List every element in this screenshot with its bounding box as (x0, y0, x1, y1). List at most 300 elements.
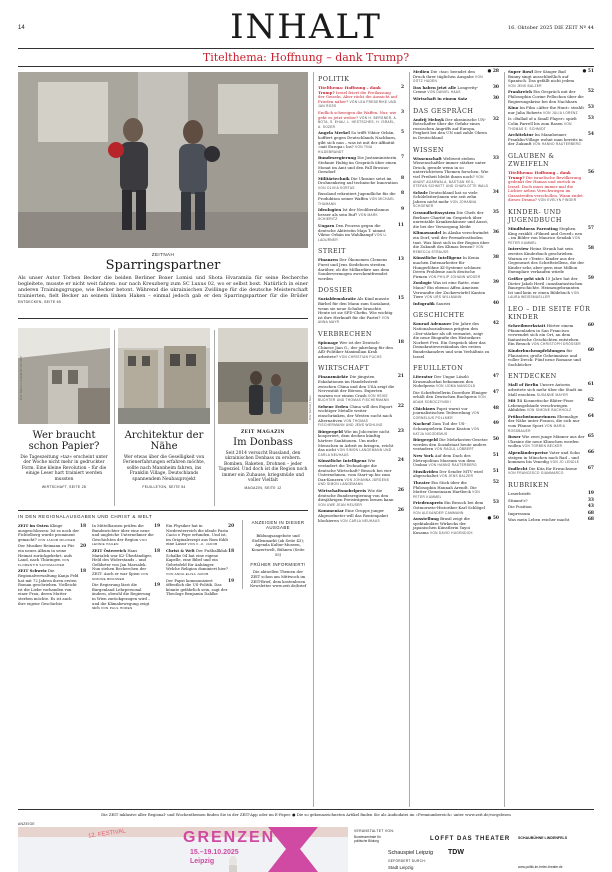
toc-entry-description: Longevity-Creme (413, 84, 479, 95)
teaser-divider-1 (114, 330, 115, 506)
toc-entry-topic: Titelthema: Hoffnung – dank Trump? (508, 169, 571, 180)
toc-entry[interactable] (413, 481, 499, 499)
toc-entry-topic: Sebene Erden (318, 403, 349, 409)
toc-page-number: 23 (397, 428, 404, 434)
toc-entry-author: VON H. BERGNER, A. BOTA, S. EHAU, L. HESTSCHES, H. ISRAEL, A. SOZER (318, 115, 398, 129)
toc-page-number: 51 (492, 468, 499, 474)
toc-entry-author: VON MARIA ROSSBAUER (508, 424, 565, 433)
toc-page-number: 13 (397, 257, 404, 263)
footer-rule (18, 809, 594, 810)
toc-entry-topic: Musikvideo (413, 468, 439, 474)
regional-item: ZEIT Österreich Hans Marialek war K2-Überländiger, Held des Widerstands – und Gefährter von Jan Marsalek. Nun stehen Recherchen der ZEIT: Auch er war Spion VON SIMONE BRUNNER 18 (92, 547, 160, 581)
toc-page-number: 7 (400, 155, 404, 161)
toc-entry-description: Ehemalige der Nähe unter Fraucn, die sich nur vom Pfanne Sport (508, 413, 580, 429)
toc-entry[interactable] (413, 501, 499, 515)
toc-entry-text (318, 459, 398, 487)
toc-page-number: 56 (587, 169, 594, 175)
toc-entry[interactable] (413, 231, 499, 254)
donbass-photo-credit: Foto: Bertold J. Beer (309, 395, 312, 420)
sponsor-schauspiel: Schauspiel Leipzig (388, 850, 433, 856)
newsletter-text: Die aktuellen Themen der ZEIT schon am Mittwoch im ZEIT-Brief, dem kostenlosen Newsletter www.zeit.de/brief (249, 569, 307, 589)
toc-page-number: 2 (400, 85, 404, 90)
teaser-architecture-title: Architektur der Nähe (124, 430, 204, 452)
toc-entry-author: VON RAOUL LÖBBERT (434, 447, 475, 452)
toc-entry-text (413, 302, 493, 307)
toc-entry-topic: Infografik (413, 300, 435, 306)
toc-entry-text (413, 438, 493, 452)
toc-entry-text (318, 177, 401, 191)
toc-entry-topic: Das haben jetzt alle (413, 84, 457, 90)
regional-item: Der Musiker Reimann zu Für ein neues Album in seine Heimat zurückgekehrt, aufs Land, nach Thüringen VON FLORENTIN SCHUMACHER 20 (18, 543, 86, 567)
toc-entry[interactable] (318, 192, 404, 206)
toc-entry-text (508, 451, 588, 465)
toc-entry[interactable] (508, 415, 594, 433)
toc-entry-author: VON U. LADURNER (318, 233, 388, 242)
toc-entry-text (508, 324, 588, 347)
regional-item: Die Regierung lässt die Burgenland Lehrpersonal ändern, obwohl die Regierung in Wien zurückgezogen wird – und die Klimabewegung zeigt sich VON PAUL HOREN 19 (92, 582, 160, 611)
toc-entry-topic: Architektur (508, 132, 534, 138)
toc-entry-description: Als Kind musste Bärbel für den Mann zum Sozialamt, wenn sie neue Schuhe brauchte. Heute ist sie SPD-Chefin. Wie wichtig ist ihre Herkunft für die Partei? (318, 296, 393, 320)
toc-entry[interactable] (508, 133, 594, 147)
toc-entry-description: Auf dem Dach des Metropolitan Museum von dem Umbau (413, 453, 475, 468)
teaser-donbass-title: Im Donbass (233, 437, 293, 448)
toc-entry-description: Der Sänger Bad Bunny singt ausschließlich auf Spanisch. Das gefällt nicht jedem (508, 69, 575, 84)
sponsor-stadt-leipzig: Stadt Leipzig (388, 865, 414, 870)
toc-page-number: 60 (587, 347, 594, 353)
toc-entry-topic: Schule (413, 189, 428, 195)
toc-entry-text (508, 70, 583, 88)
toc-entry[interactable] (413, 391, 499, 405)
lead-kicker: ZEITNAH (151, 252, 175, 257)
toc-entry-topic: Literatur (413, 374, 433, 380)
toc-entry-text (508, 399, 588, 413)
toc-entry-topic: Wirtschaft in einem Satz (413, 95, 468, 101)
toc-entry[interactable] (318, 509, 404, 523)
toc-entry-text (508, 415, 588, 433)
toc-entry[interactable] (508, 349, 594, 367)
teaser-taz-text: Die Tageszeitung »taz« erscheint unter der Woche nicht mehr in gedruckter Form. Eine kleine Revolution – für die einige Leser hart trainiert werden mussten (20, 455, 108, 482)
toc-entry-topic: Angela Merkel (318, 130, 350, 136)
toc-entry[interactable] (508, 435, 594, 449)
toc-entry-author: VON LEA FREDERIKE UND JAN ROSS (318, 99, 397, 109)
toc-entry-text (508, 117, 588, 131)
toc-entry-topic: Finanzmärkte (318, 374, 349, 380)
toc-entry-description: Wie die deutsche Bundesregierung von den diesjährigen Preisträgern lernen kann (318, 487, 394, 503)
toc-entry-text (413, 517, 488, 535)
toc-section-heading: WIRTSCHAFT (318, 364, 370, 373)
regional-rule (18, 510, 308, 511)
toc-entry-topic: Boxer (508, 434, 521, 440)
toc-entry[interactable] (508, 324, 594, 347)
toc-section-heading: DAS GESPRÄCH (413, 106, 474, 115)
toc-entry[interactable] (508, 171, 594, 203)
toc-entry-text (318, 489, 398, 507)
sponsor-panel (348, 827, 594, 872)
toc-entry[interactable] (413, 256, 499, 279)
toc-entry-author: VON JOHANNA JÜRGENS UND SIMON LANGEMANN (318, 477, 390, 487)
toc-divider-mid (409, 72, 410, 807)
issue-date: 16. Oktober 2025 DIE ZEIT Nº 44 (507, 25, 594, 31)
toc-entry-text (508, 518, 588, 523)
toc-entry[interactable] (508, 117, 594, 131)
toc-page-number: 52 (492, 479, 499, 485)
toc-entry[interactable] (318, 430, 404, 458)
toc-entry-description: Hörter einem Pfannenladen in San Francisco verwendet sich ein Ort, an dem fantastische Geschichten entstehen. Ein Besuch (508, 322, 580, 347)
regional-heading: IN DEN REGIONALAUSGABEN UND CHRIST & WELT (18, 514, 153, 519)
toc-entry[interactable] (413, 191, 499, 209)
toc-page-number: 53 (587, 105, 594, 111)
toc-entry[interactable] (413, 118, 499, 141)
toc-entry-topic: Künstliche Intelligenz (413, 255, 462, 261)
toc-entry[interactable] (413, 86, 499, 95)
lead-ref: ENTDECKEN, SEITE 65 (18, 299, 62, 304)
toc-entry[interactable] (318, 208, 404, 222)
toc-entry-text (413, 375, 493, 389)
toc-entry-author: VON IJOMA MANGOLD (435, 384, 476, 389)
toc-entry[interactable] (318, 177, 404, 191)
toc-section-heading: GESCHICHTE (413, 311, 465, 320)
toc-entry-description: Der Ökonomen Clemens Fuest und Jens Siedeborn streiten darüber, ob die Milliardäre aus dem Sondervermogen zweckentfremdet werden (318, 257, 390, 281)
toc-entry-text (508, 106, 588, 115)
toc-entry[interactable] (508, 70, 594, 88)
toc-entry[interactable] (508, 518, 594, 523)
toc-entry-description: Eine Gruppe junger Abgeordneter will das Rentenpaket blockieren (318, 508, 389, 523)
teaser-donbass-text: Seit 2014 versucht Russland, den ukrainischen Donbass zu erobern. Bomben, Raketen, Drohnen – jeder Tagesziel. Und doch ist die Region noch immer ein Zuhause, kriegsmüde und voller Vielfalt (218, 451, 308, 484)
toc-entry-author: VON JOHANNA SCHOENER (413, 199, 477, 209)
toc-entry-text (413, 454, 493, 468)
regional-item: ZEIT Schweiz Die Regionalverwaltung Kanja Feld hat mit 72 Jahren ihren ersten Roman geschrieben. Vielleicht ist die Liebe vorhanden von einer Frau, deren Mutter sterben möchte. Es ist auch ihre eigene Geschichte 18 (18, 568, 86, 606)
toc-section-heading: GLAUBEN & ZWEIFELN (508, 151, 555, 168)
toc-entry-description: Russland rekrutiert Jugendliche für die Produktion seiner Waffen (318, 191, 396, 202)
toc-entry-author: VON FRANCESCO GIAMMARCO (508, 471, 564, 476)
toc-section-heading: WISSEN (413, 145, 444, 154)
toc-entry-author: VON URS WILLMANN (424, 295, 462, 300)
toc-entry-text (413, 211, 493, 229)
toc-entry-author: VON EVELYN FINGER (538, 198, 577, 203)
toc-entry-author: VON JENS BALZER (439, 474, 474, 479)
toc-entry-topic: Frankreich (508, 89, 532, 95)
festival-city: Leipzig (190, 858, 215, 865)
toc-entry[interactable] (413, 454, 499, 468)
toc-entry[interactable] (413, 211, 499, 229)
toc-entry[interactable] (318, 297, 404, 325)
toc-entry-text (508, 499, 588, 504)
toc-entry-author: VON OLIVIA KORTAS (318, 185, 355, 190)
regional-col-2 (92, 524, 160, 613)
toc-entry[interactable] (508, 512, 594, 517)
toc-entry-description: China will den Export wichtiger Metalle weiter einschränken, der Westen sucht nach Alternativen (318, 403, 393, 423)
toc-entry-topic: Medien (413, 69, 430, 74)
toc-entry-author: VON SIMON LANGEMANN UND CARLA NEUHAUS (318, 448, 392, 457)
teaser-architecture (118, 430, 210, 489)
toc-entry-description: Wer ist der Deutsch-Chinese Jian G., der jahrelang für den AfD-Politiker Maximilian Krah arbeitete? (318, 339, 393, 359)
organizer-label: VERANSTALTET VON: (354, 829, 395, 833)
regional-item: Ein Physiker hat in Niedersterreich die ideale Pasta Cacio e Pepe erfunden. Und ist, im Originalrezept aus Rom fühlt eine Lasur VON K.-K. JAKOB 20 (166, 523, 234, 547)
toc-entry[interactable] (508, 492, 594, 497)
toc-page-number: 33 (492, 155, 499, 161)
toc-entry-description: Die Ukraine setzt im Drohnenkrieg auf technische Innovation (318, 175, 398, 186)
toc-page-number: 39 (492, 280, 499, 286)
toc-entry[interactable] (318, 489, 404, 507)
toc-entry[interactable] (508, 90, 594, 104)
toc-entry-topic: Spionage (318, 339, 339, 345)
festival-label: 12. FESTIVAL (87, 828, 127, 840)
toc-entry-author: VON PETER KUMMEL (413, 490, 480, 499)
toc-page-number: 53 (587, 116, 594, 122)
toc-entry[interactable] (318, 86, 404, 109)
toc-entry-topic: Titelthema: Hoffnung – dank Trump? (318, 85, 381, 95)
toc-entry-text (413, 70, 488, 84)
toc-page-number: 49 (492, 421, 499, 427)
toc-section-heading: DOSSIER (318, 286, 353, 295)
toc-entry-text (508, 90, 588, 104)
toc-entry-text (413, 97, 493, 102)
toc-entry-topic: Bürgergeld (413, 437, 438, 443)
toc-entry-author: VON PHILIP JOHANN WOGER (428, 274, 481, 279)
toc-entry-text (508, 512, 588, 517)
toc-entry-author: VON LAURA WEISSMUELLER (508, 290, 580, 300)
toc-page-number: 53 (492, 500, 499, 506)
toc-entry-author: VON JULIA LORENZ (542, 110, 578, 115)
toc-entry-text (318, 192, 401, 206)
toc-entry-text (508, 505, 588, 510)
toc-page-number: 50 (492, 437, 499, 443)
toc-entry-text (318, 297, 398, 325)
toc-entry-description: Die israelische Bevölkerung gedenkt der Hamas und zurück in Israel. Doch muss immer mal die Lichter neben Verschwiegen im Gazastreifen verschollen. Wann endet dieses Drama? (508, 174, 583, 203)
toc-page-number: 47 (492, 374, 499, 380)
page-number: 14 (18, 25, 25, 31)
toc-entry-description: Vater und Sohn steigen in München nach Rad – und kommen bis Venedig (508, 450, 580, 465)
toc-entry-description: Leserbriefe (508, 491, 531, 496)
festival-dates: 15.–19.10.2025 (190, 849, 239, 856)
toc-entry[interactable] (508, 499, 594, 504)
toc-entry[interactable] (508, 227, 594, 245)
toc-page-number: 62 (587, 398, 594, 404)
toc-entry-topic: Zoologie (413, 280, 432, 286)
toc-page-number: 54 (587, 132, 594, 138)
toc-entry[interactable] (413, 407, 499, 421)
teaser-donbass (218, 430, 308, 490)
toc-entry-topic: Wissenschaft (413, 155, 442, 161)
toc-entry-author: VON PETER KUMMEL (508, 236, 581, 245)
toc-entry-description: Papst warnt vor journalistischen Teilwerdung (413, 405, 471, 416)
regional-item: Der Papst kommuniziert öffentlich die US-Politik. Das könnte gefährlich sein, sagt der Theologe Benjamin Dahlke 19 (166, 577, 234, 597)
toc-entry-text (318, 111, 401, 129)
toc-entry-description: Ein Gespräch mit der Philosophin Corine Pelluchon über die Regierungskrise bei den Nachbarn (508, 89, 584, 104)
regional-item: Christ & Welt Der Fußballklub Schalke 04 hat eine eigene Kapelle, eine Bibel und ein Gebetsfeld für Anhänger. Welche Religion dominiert hier? VON ANNA-ELISA JAKOB 18 (166, 547, 234, 576)
toc-divider-left (313, 72, 314, 807)
toc-page-number: 42 (492, 321, 499, 327)
toc-entry-text (413, 157, 493, 189)
toc-entry-author: VON ADAM SOBOCZYNSKI (413, 395, 486, 405)
toc-entry-description: Die Chefs der Berliner Charité im Gespräch über unrentable Krankenhäuser und Ausst, die bei der Versorgung bleibt (413, 210, 489, 229)
toc-entry-description: Is »Ballad of a Small Player« spielt Colin Farrell bis zum Rasen (508, 116, 577, 126)
toc-entry[interactable] (413, 438, 499, 452)
toc-entry-text (508, 349, 588, 367)
toc-entry-author: VON JENS BALZER (508, 83, 542, 88)
toc-entry[interactable] (413, 517, 499, 535)
toc-page-number: 8 (400, 191, 404, 197)
toc-entry-description: für Flausoirer, große Geheimnisse und voller Dreck: Fünf neue Romane und Sachbücher (508, 347, 581, 367)
toc-page-number: 57 (587, 226, 594, 232)
toc-page-number: ● 50 (487, 516, 499, 522)
anzeige-label: ANZEIGE (18, 822, 35, 826)
toc-page-number: ● 51 (582, 69, 594, 74)
toc-entry-description: Deutschland hat so viele Schüleleiter/innen wie seit zehn Jahren nicht mehr (413, 189, 478, 204)
toc-entry-topic: Sozialdemokratie (318, 296, 357, 302)
toc-entry-description: Endlich schweigen die Waffen. Nur, wie geht es jetzt weiter? (318, 109, 397, 120)
toc-entry-description: Den Prozess gegen die deutsche Aktivistin Maja T. nimmt Viktor Orbán im Wahlkampf (318, 223, 386, 238)
toc-entry[interactable] (318, 258, 404, 281)
toc-entry-topic: Militärtechnik (318, 175, 350, 181)
toc-entry-text (413, 231, 493, 254)
toc-entry-description: In Alaska verschwindet ein Dorf, weil der Permafrostboden taut. Was lässt sich in der Region über die Zukunft des Klimas lernen? (413, 230, 490, 250)
toc-entry[interactable] (508, 451, 594, 465)
toc-entry-author: VON CORNELIUS POLLMER (413, 411, 480, 420)
toc-page-number: 22 (397, 403, 404, 409)
toc-page-number: 18 (397, 339, 404, 345)
toc-page-number: 51 (492, 453, 499, 458)
toc-entry-topic: Kinderbuchempfehlungen (508, 347, 566, 353)
toc-entry-topic: Klimawandel (413, 230, 442, 236)
toc-entry-text (318, 156, 401, 174)
toc-page-number: 66 (587, 450, 594, 456)
toc-page-number: 5 (400, 130, 404, 136)
teaser-architecture-ref: FEUILLETON, SEITE 54 (142, 485, 186, 490)
toc-section-heading: POLITIK (318, 75, 350, 83)
toc-entry-author: VON ALEXANDER CAMMANN (413, 510, 464, 515)
toc-entry-description: Heinz Strunk hat sein zweites Kinderbuch geschrieben. Warum er »Texte« Kinder aus der Gegenwart des Schriftstellens, die der Kinder sehr, aber gern eine Million Exemplare verkaufen würde (508, 246, 585, 275)
toc-entry[interactable] (508, 247, 594, 275)
ads-lines: Bildungsangebote und Stellenmarkt (ab Seite 43); Agenda Kultur-Museen, Konzertwelt, Bühnen (Seite 55) (251, 532, 305, 557)
toc-entry[interactable] (318, 375, 404, 403)
toc-entry-topic: Wirtschaftsnobelpreis (318, 487, 367, 493)
toc-entry-author: VON TORBEN BECKER (522, 444, 563, 449)
toc-section-heading: FEUILLETON (413, 364, 464, 373)
toc-entry[interactable] (413, 157, 499, 189)
sponsor-tdw: TDW (448, 849, 464, 856)
toc-page-number: 30 (492, 95, 499, 101)
toc-entry-topic: Friedenspreis (413, 500, 443, 506)
toc-entry[interactable] (413, 322, 499, 359)
ads-heading: ANZEIGEN IN DIESER AUSGABE (251, 520, 305, 531)
toc-col-1 (318, 70, 404, 525)
toc-entry-topic: Mindfulness Parenting (508, 226, 558, 232)
toc-entry[interactable] (318, 156, 404, 174)
festival-website[interactable]: www.politik-im-freien-theater.de (518, 865, 563, 869)
toc-page-number: 35 (492, 210, 499, 216)
toc-entry-text (413, 501, 493, 515)
toc-entry[interactable] (413, 375, 499, 389)
toc-entry-author: VON HEIKE BUCHTER UND THOMAS FISCHERMANN (318, 393, 389, 403)
toc-entry-description: Weltweit steben Wissenschaftler immer stärker unter Druck, gerade wenn in so unterrichtetem Themen forschen. Wie viel Freiheit bleibt ihnen noch? (413, 155, 489, 179)
toc-page-number: 24 (397, 458, 404, 464)
toc-entry[interactable] (508, 106, 594, 115)
toc-page-number: 11 (397, 223, 404, 229)
toc-entry-text (318, 405, 398, 428)
toc-entry[interactable] (318, 111, 404, 129)
toc-entry[interactable] (413, 97, 499, 102)
toc-entry-text (413, 470, 493, 479)
toc-page-number: 60 (587, 322, 594, 328)
toc-page-number: 40 (492, 300, 499, 306)
toc-entry[interactable] (318, 405, 404, 428)
toc-entry-topic: Chichiaws (413, 405, 436, 411)
toc-entry[interactable] (508, 467, 594, 476)
toc-entry-topic: Künstliche Intelligenz (318, 458, 367, 464)
newsletter-heading: FRÜHER INFORMIERT! (250, 562, 306, 568)
toc-page-number: 48 (492, 405, 499, 411)
regional-item: In Mittelhausen prüfen die Bundesrichter über eine neue und ungleiche Unternehmer die Geschichten der Region VON LENNIE HAGEN 19 (92, 523, 160, 547)
toc-entry-description: 15 Jahre hat der Dieter Jakob Hertl »umsfantastischen Baurgeschichte. Heimzugebrannten Ist und kein er einen Bildebuch (508, 276, 583, 295)
toc-entry[interactable] (318, 224, 404, 242)
toc-entry-description: Unsere Autorin arbeitete sich mehr über die Stadt im Mall erachten (508, 382, 583, 397)
toc-entry[interactable] (413, 422, 499, 436)
toc-entry[interactable] (508, 399, 594, 413)
toc-page-number: 33 (587, 497, 594, 503)
toc-entry[interactable] (413, 281, 499, 299)
toc-entry[interactable] (318, 131, 404, 154)
toc-section-heading: LEO – DIE SEITE FÜR KINDER (508, 304, 591, 321)
toc-entry-text (413, 281, 493, 299)
toc-entry-description: Wie verändert die Technologie die deutsche Wirtschaft? Besuch bei vier Unternehmen, vom Start-up bis zum Dax-Konzern (318, 458, 392, 482)
toc-entry-author: VON SIMONE BUCHHOLZ (526, 408, 572, 413)
toc-entry[interactable] (413, 70, 499, 84)
toc-entry-topic: Mall of Berlin (508, 382, 539, 388)
toc-divider-right (504, 72, 505, 807)
toc-entry-author: VON GÖTZ HUDEN (413, 74, 483, 84)
toc-entry-topic: Finanzen (318, 257, 338, 263)
toc-col-2 (413, 70, 499, 538)
lead-body (18, 276, 308, 306)
toc-entry-description: Die Kita für Erwachsene (528, 465, 578, 471)
toc-entry-text (413, 118, 493, 141)
sponsor-schaubuehne: SCHAUBÜHNE LINDENFELS (518, 836, 568, 840)
toc-entry[interactable] (508, 277, 594, 300)
toc-entry-author: VON CHRISTOPH DRÖSSER (531, 342, 581, 347)
toc-entry-topic: Bundesregierung (318, 155, 356, 161)
toc-entry-description: Stephen King erzählt »Filmed and Greed« neu – im Bilder von Maurice Sendak (508, 226, 583, 241)
toc-entry-topic: Konrad Adenauer (413, 321, 452, 327)
toc-entry[interactable] (508, 505, 594, 510)
festival-ad[interactable] (18, 827, 594, 872)
toc-entry-author: VON THOMAS E. SCHMIDT (508, 121, 572, 131)
toc-entry-description: Ein Besuch bei dem Ostmoravie-Historiker Karl Schlögel (413, 500, 485, 510)
toc-entry[interactable] (318, 459, 404, 487)
toc-entry-text (508, 277, 588, 300)
toc-entry-text (508, 171, 588, 203)
toc-entry-topic: Andrij Melnyk (413, 116, 444, 122)
toc-entry-description: Die »taz« beendet den Druck ihrer täglichen Ausgabe (413, 69, 475, 79)
toc-entry-text (318, 208, 401, 222)
toc-entry-description: Was mein Leben reicher macht (508, 517, 570, 523)
toc-entry-text (413, 256, 493, 279)
header-rule (18, 48, 594, 49)
toc-entry-text (413, 407, 493, 421)
toc-entry-author: VON TINA HILDEBRANDT (318, 145, 373, 154)
toc-entry-topic: Ungarn (318, 223, 335, 229)
toc-page-number: 47 (492, 389, 499, 395)
teaser-taz-ref: WIRTSCHAFT, SEITE 28 (41, 485, 87, 490)
toc-entry[interactable] (508, 383, 594, 397)
toc-entry[interactable] (413, 302, 499, 307)
toc-entry[interactable] (318, 341, 404, 359)
lead-title: Sparringspartner (105, 258, 221, 273)
toc-page-number: 67 (587, 465, 594, 471)
subtitle-rule (18, 66, 594, 67)
toc-entry[interactable] (413, 470, 499, 479)
lead-divider (18, 318, 308, 319)
